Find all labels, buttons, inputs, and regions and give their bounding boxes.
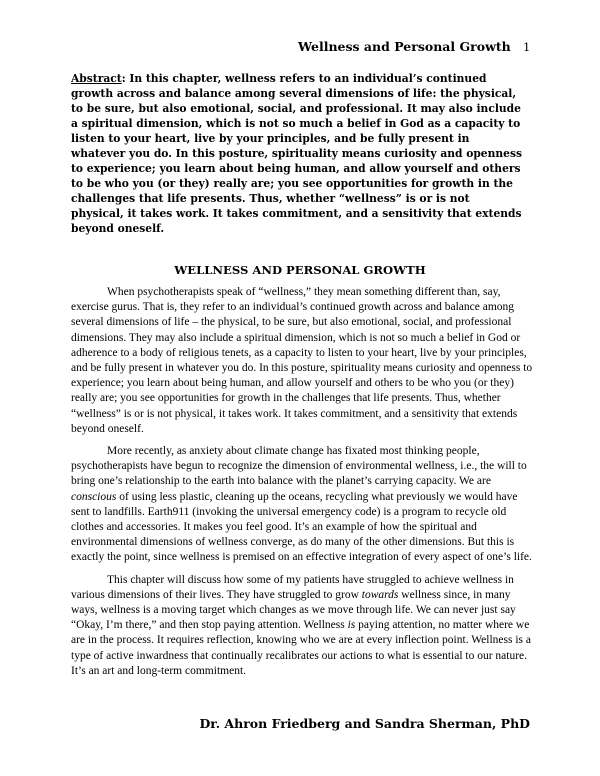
paragraph-3-part-c: paying attention, no matter where we are in the process. It requires reflection, knowing who we are at every inflection point. Wellness is a type of active inwardness that continually recalibrates our actions to what is essential to our nature. It’s an art and long-term commitment. [71,619,531,677]
paragraph-3-part-b: wellness since, in many ways, wellness is a moving target which changes as we move through life. We can never just say “Okay, I’m there,” and then stop paying attention. Wellness [71,588,516,632]
chapter-heading: WELLNESS AND PERSONAL GROWTH [174,263,426,277]
paragraph-3-emphasis-2: is [347,619,356,632]
author-footer: Dr. Ahron Friedberg and Sandra Sherman, PhD [199,716,530,731]
paragraph-3-emphasis-1: towards [361,588,399,601]
running-title: Wellness and Personal Growth [298,39,511,54]
paragraph-2-emphasis: conscious [71,490,117,503]
abstract-text: : In this chapter, wellness refers to an individual’s continued growth across and balance among several dimensions of life: the physical, to be sure, but also emotional, social, and professional. It may also include a spiritual dimension, which is not so much a belief in God as a capacity to listen to your heart, live by your principles, and be fully present in whatever you do. In this posture, spirituality means curiosity and openness to experience; you learn about being human, and allow yourself and others to be who you (or they) really are; you see opportunities for growth in the challenges that life presents. Thus, whether “wellness” is or is not physical, it takes work. It takes commitment, and a sensitivity that extends beyond oneself. [71,72,522,235]
paragraph-1: When psychotherapists speak of “wellness,” they mean something different than, say, exercise gurus. That is, they refer to an individual’s continued growth across and balance among several dimensions of life – the physical, to be sure, but also emotional, social, and professional dimensions. They may also include a spiritual dimension, which is not so much a belief in God or adherence to a body of religious tenets, as a capacity to listen to your heart, live by your principles, and be fully present in whatever you do. In this posture, spirituality means curiosity and openness to experience; you learn about being human, and allow yourself and others to be who you (or they) really are; you see opportunities for growth in the challenges that life presents. Thus, whether “wellness” is or is not physical, it takes work. It takes commitment, and a sensitivity that extends beyond oneself. [71,286,533,435]
paragraph-2-part-a: More recently, as anxiety about climate change has fixated most thinking people, psychotherapists have begun to recognize the dimension of environmental wellness, i.e., the will to bring one’s relationship to the earth into balance with the planet’s carrying capacity. We are [71,445,527,488]
paragraph-2-part-b: of using less plastic, cleaning up the oceans, recycling what previously we would have sent to landfills. Earth911 (invoking the universal emergency code) is a program to recycle old clothes and accessories. It makes you feel good. It’s an example of how the spiritual and environmental dimensions of wellness converge, as do many of the other dimensions. But this is exactly the point, since wellness is premised on an effective integration of every aspect of one’s life. [71,490,532,564]
abstract-label: Abstract [71,72,122,85]
paragraph-2 [71,444,533,566]
abstract [71,71,523,236]
page-number: 1 [523,40,531,54]
chapter-body [71,285,533,686]
paragraph-3 [71,573,533,679]
paragraph-3-part-a: This chapter will discuss how some of my patients have struggled to achieve wellness in various dimensions of their lives. They have struggled to grow [71,573,514,601]
